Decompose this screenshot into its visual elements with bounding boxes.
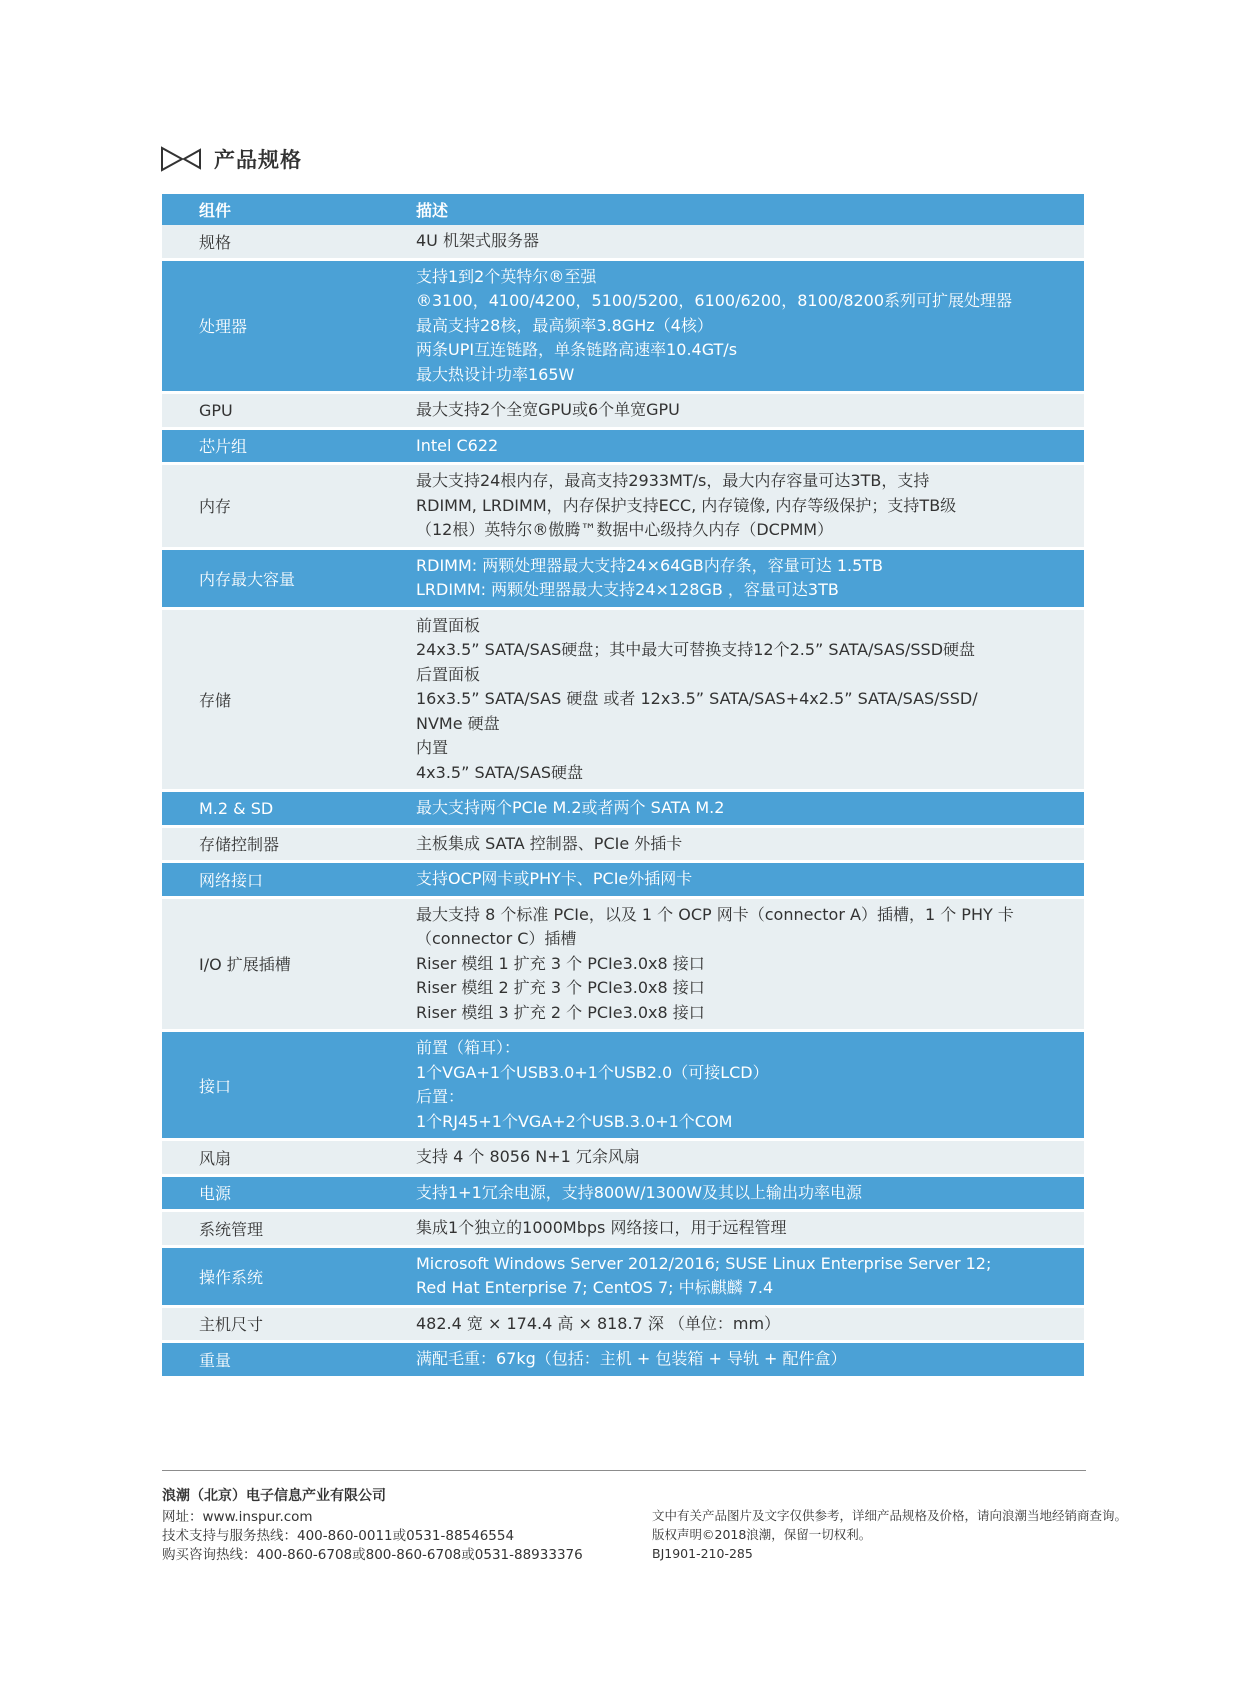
row-description: [416, 225, 1084, 258]
sales-hotline: 购买咨询热线：400-860-6708或800-860-6708或0531-88933376: [162, 1547, 583, 1563]
description-line: 两条UPI互连链路，单条链路高速率10.4GT/s: [416, 340, 738, 359]
row-label: 电源: [199, 1184, 232, 1204]
description-line: 24x3.5” SATA/SAS硬盘；其中最大可替换支持12个2.5” SATA/SAS/SSD硬盘: [416, 640, 976, 659]
table-row: [162, 394, 1084, 427]
row-description: [416, 1308, 1084, 1341]
spec-body: [162, 225, 1084, 1376]
table-row: [162, 430, 1084, 463]
description-line: （12根）英特尔®傲腾™数据中心级持久内存（DCPMM）: [416, 520, 834, 539]
table-row: [162, 225, 1084, 258]
row-description: [416, 610, 1084, 790]
footer-contact: [162, 1487, 583, 1565]
copyright-text: 版权声明©2018浪潮，保留一切权利。: [652, 1527, 872, 1542]
description-line: 最高支持28核，最高频率3.8GHz（4核）: [416, 315, 713, 335]
description-line: 482.4 宽 × 174.4 高 × 818.7 深 （单位：mm）: [416, 1313, 781, 1333]
description-line: （connector C）插槽: [416, 929, 577, 948]
row-label: 风扇: [199, 1148, 232, 1168]
row-label: M.2 & SD: [199, 798, 274, 818]
description-line: 集成1个独立的1000Mbps 网络接口，用于远程管理: [416, 1218, 787, 1237]
website-text: 网址：www.inspur.com: [162, 1509, 313, 1525]
row-label: 规格: [199, 232, 232, 252]
footer-divider: [162, 1470, 1086, 1471]
row-label: 内存最大容量: [199, 569, 296, 589]
bowtie-triangle-icon: [160, 146, 202, 172]
table-row: [162, 465, 1084, 547]
description-line: 后置：: [416, 1087, 465, 1106]
row-label: 网络接口: [199, 870, 264, 890]
table-row: [162, 899, 1084, 1030]
row-description: [416, 863, 1084, 896]
support-hotline: 技术支持与服务热线：400-860-0011或0531-88546554: [162, 1528, 515, 1544]
description-line: 最大热设计功率165W: [416, 364, 575, 384]
description-line: 16x3.5” SATA/SAS 硬盘 或者 12x3.5” SATA/SAS+4x2.5” SATA/SAS/SSD/: [416, 689, 978, 708]
row-label: 内存: [199, 497, 232, 517]
table-row: [162, 1343, 1084, 1376]
row-description: [416, 1141, 1084, 1174]
description-line: Riser 模组 1 扩充 3 个 PCIe3.0x8 接口: [416, 953, 705, 973]
row-label: 操作系统: [199, 1267, 264, 1287]
row-description: [416, 1343, 1084, 1376]
row-description: [416, 1248, 1084, 1305]
row-description: [416, 261, 1084, 392]
description-line: Intel C622: [416, 435, 499, 455]
description-line: 4x3.5” SATA/SAS硬盘: [416, 762, 584, 782]
description-line: Riser 模组 3 扩充 2 个 PCIe3.0x8 接口: [416, 1002, 705, 1022]
description-line: 最大支持2个全宽GPU或6个单宽GPU: [416, 400, 680, 419]
description-line: 前置面板: [416, 615, 481, 635]
disclaimer-text: 文中有关产品图片及文字仅供参考，详细产品规格及价格，请向浪潮当地经销商查询。: [652, 1508, 1128, 1523]
row-label: 系统管理: [199, 1219, 264, 1239]
description-line: 主板集成 SATA 控制器、PCIe 外插卡: [416, 833, 683, 853]
row-description: [416, 550, 1084, 607]
table-row: [162, 550, 1084, 607]
description-line: 满配毛重：67kg（包括：主机 + 包装箱 + 导轨 + 配件盒）: [416, 1349, 847, 1368]
row-description: [416, 828, 1084, 861]
table-row: [162, 1032, 1084, 1138]
description-line: 1个VGA+1个USB3.0+1个USB2.0（可接LCD）: [416, 1062, 769, 1082]
row-description: [416, 792, 1084, 825]
table-row: [162, 1141, 1084, 1174]
row-description: [416, 430, 1084, 463]
table-row: [162, 1177, 1084, 1210]
table-row: [162, 1308, 1084, 1341]
section-title-bar: [160, 144, 302, 174]
row-label: 主机尺寸: [199, 1315, 264, 1335]
description-line: 最大支持 8 个标准 PCIe，以及 1 个 OCP 网卡（connector A）插槽，1 个 PHY 卡: [416, 904, 1014, 924]
description-line: Riser 模组 2 扩充 3 个 PCIe3.0x8 接口: [416, 978, 705, 997]
description-line: 4U 机架式服务器: [416, 231, 539, 250]
row-label: GPU: [199, 400, 233, 420]
table-row: [162, 1212, 1084, 1245]
description-line: ®3100，4100/4200，5100/5200，6100/6200，8100/8200系列可扩展处理器: [416, 291, 1013, 310]
description-line: Microsoft Windows Server 2012/2016; SUSE Linux Enterprise Server 12;: [416, 1253, 992, 1273]
header-description: 描述: [416, 201, 449, 220]
description-line: 后置面板: [416, 664, 481, 684]
row-description: [416, 465, 1084, 547]
table-row: [162, 792, 1084, 825]
row-label: 处理器: [199, 317, 248, 337]
table-row: [162, 863, 1084, 896]
row-label: 芯片组: [199, 437, 248, 457]
footer-legal: [652, 1506, 1127, 1563]
description-line: LRDIMM: 两颗处理器最大支持24×128GB ，容量可达3TB: [416, 580, 839, 599]
row-label: I/O 扩展插槽: [199, 955, 291, 975]
description-line: 最大支持两个PCIe M.2或者两个 SATA M.2: [416, 798, 725, 817]
description-line: 内置: [416, 738, 449, 757]
table-row: [162, 610, 1084, 790]
row-label: 存储控制器: [199, 835, 280, 855]
row-description: [416, 1177, 1084, 1210]
description-line: 最大支持24根内存，最高支持2933MT/s，最大内存容量可达3TB，支持: [416, 471, 930, 490]
row-label: 存储: [199, 690, 232, 710]
description-line: 支持 4 个 8056 N+1 冗余风扇: [416, 1147, 640, 1166]
section-title: 产品规格: [214, 148, 302, 172]
description-line: 支持OCP网卡或PHY卡、PCIe外插网卡: [416, 869, 693, 888]
table-row: [162, 1248, 1084, 1305]
description-line: 支持1到2个英特尔®至强: [416, 266, 597, 286]
description-line: 前置（箱耳）：: [416, 1038, 521, 1057]
company-name: 浪潮（北京）电子信息产业有限公司: [162, 1488, 386, 1504]
row-description: [416, 1032, 1084, 1138]
row-description: [416, 1212, 1084, 1245]
row-label: 接口: [199, 1076, 232, 1096]
row-description: [416, 394, 1084, 427]
description-line: RDIMM: 两颗处理器最大支持24×64GB内存条，容量可达 1.5TB: [416, 555, 884, 575]
table-header-row: [162, 194, 1084, 225]
description-line: 1个RJ45+1个VGA+2个USB.3.0+1个COM: [416, 1111, 733, 1131]
document-code: BJ1901-210-285: [652, 1546, 753, 1561]
row-description: [416, 899, 1084, 1030]
description-line: Red Hat Enterprise 7; CentOS 7; 中标麒麟 7.4: [416, 1278, 774, 1297]
table-row: [162, 828, 1084, 861]
description-line: 支持1+1冗余电源，支持800W/1300W及其以上输出功率电源: [416, 1182, 863, 1202]
table-row: [162, 261, 1084, 392]
description-line: RDIMM, LRDIMM，内存保护支持ECC, 内存镜像, 内存等级保护；支持TB级: [416, 495, 957, 515]
row-label: 重量: [199, 1350, 232, 1370]
description-line: NVMe 硬盘: [416, 713, 500, 733]
spec-table: [162, 194, 1084, 1376]
header-component: 组件: [199, 201, 232, 220]
